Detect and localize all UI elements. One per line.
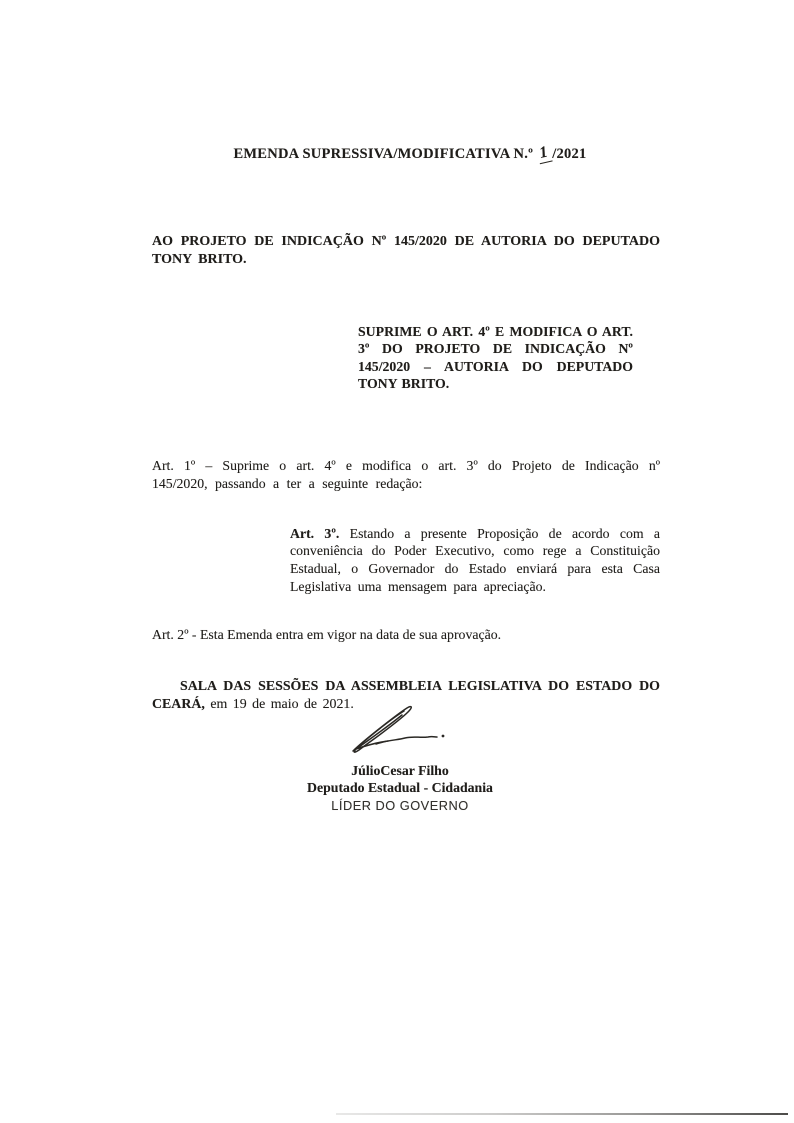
signer-name: JúlioCesar Filho [351, 763, 449, 778]
signature-icon [346, 704, 454, 756]
article-3-lead: Art. 3º. [290, 525, 340, 541]
document-title-suffix: /2021 [552, 146, 587, 162]
signer-title: LÍDER DO GOVERNO [331, 797, 469, 813]
article-3-body: Estando a presente Proposição de acordo com a conveniência do Poder Executivo, como rege a Constituição Estadual, o Governador do Estado enviará para esta Casa Legislativa uma mensagem para apreciação. [290, 525, 661, 594]
article-2-paragraph: Art. 2º - Esta Emenda entra em vigor na data de sua aprovação. [152, 626, 502, 642]
article-1-paragraph: Art. 1º – Suprime o art. 4º e modifica o art. 3º do Projeto de Indicação nº 145/2020, passando a ter a seguinte redação: [152, 457, 660, 491]
handwritten-signature [346, 704, 454, 756]
scan-artifact-line [336, 1113, 788, 1115]
closing-date: em 19 de maio de 2021. [204, 696, 354, 712]
addressee-paragraph: AO PROJETO DE INDICAÇÃO Nº 145/2020 DE AUTORIA DO DEPUTADO TONY BRITO. [152, 234, 660, 267]
closing-lead: SALA DAS SESSÕES DA ASSEMBLEIA LEGISLATIVA DO ESTADO DO CEARÁ, [152, 678, 660, 712]
document-title [0, 143, 794, 164]
signature-block [270, 762, 530, 814]
document-title-prefix: EMENDA SUPRESSIVA/MODIFICATIVA N.º [233, 146, 538, 162]
summary-paragraph: SUPRIME O ART. 4º E MODIFICA O ART. 3º DO PROJETO DE INDICAÇÃO Nº 145/2020 – AUTORIA DO DEPUTADO TONY BRITO. [358, 323, 633, 392]
signer-role: Deputado Estadual - Cidadania [307, 780, 493, 796]
article-3-paragraph [290, 525, 660, 595]
handwritten-amendment-number: 1 [536, 144, 553, 165]
